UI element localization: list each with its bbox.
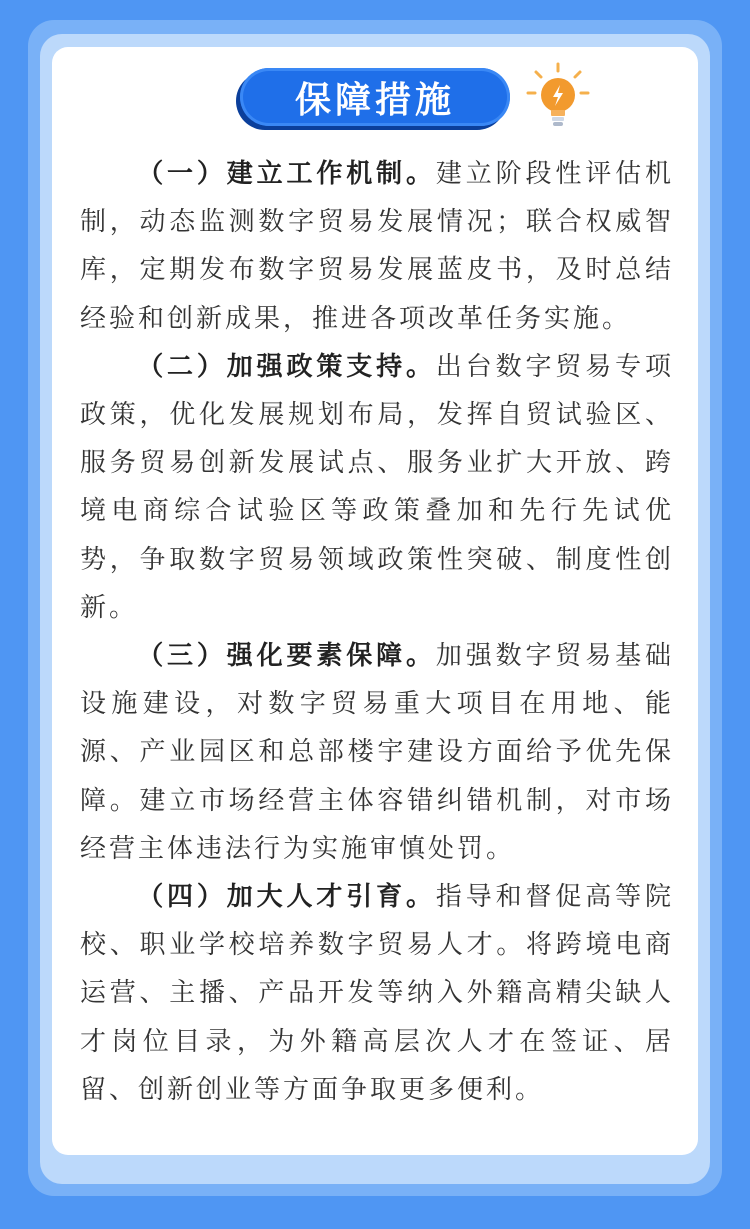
section-3-heading: （三）强化要素保障。 (137, 641, 436, 672)
section-2 (80, 343, 674, 632)
lightbulb-icon (522, 60, 594, 132)
section-3 (80, 632, 674, 873)
section-4-heading: （四）加大人才引育。 (137, 882, 436, 913)
section-3-text: 加强数字贸易基础设施建设，对数字贸易重大项目在用地、能源、产业园区和总部楼宇建设方面给予优先保障。建立市场经营主体容错纠错机制，对市场经营主体违法行为实施审慎处罚。 (80, 641, 674, 864)
body-text (80, 150, 674, 1114)
page-title: 保障措施 (294, 79, 455, 121)
section-1-text: 建立阶段性评估机制，动态监测数字贸易发展情况；联合权威智库，定期发布数字贸易发展蓝皮书，及时总结经验和创新成果，推进各项改革任务实施。 (80, 159, 674, 334)
section-4-text: 指导和督促高等院校、职业学校培养数字贸易人才。将跨境电商运营、主播、产品开发等纳入外籍高精尖缺人才岗位目录，为外籍高层次人才在签证、居留、创新创业等方面争取更多便利。 (80, 882, 674, 1105)
section-2-heading: （二）加强政策支持。 (137, 351, 436, 382)
section-4 (80, 873, 674, 1114)
title-banner (240, 68, 510, 126)
section-1-heading: （一）建立工作机制。 (137, 159, 436, 189)
section-1 (80, 150, 674, 343)
section-2-text: 出台数字贸易专项政策，优化发展规划布局，发挥自贸试验区、服务贸易创新发展试点、服务业扩大开放、跨境电商综合试验区等政策叠加和先行先试优势，争取数字贸易领域政策性突破、制度性创新。 (80, 351, 674, 623)
